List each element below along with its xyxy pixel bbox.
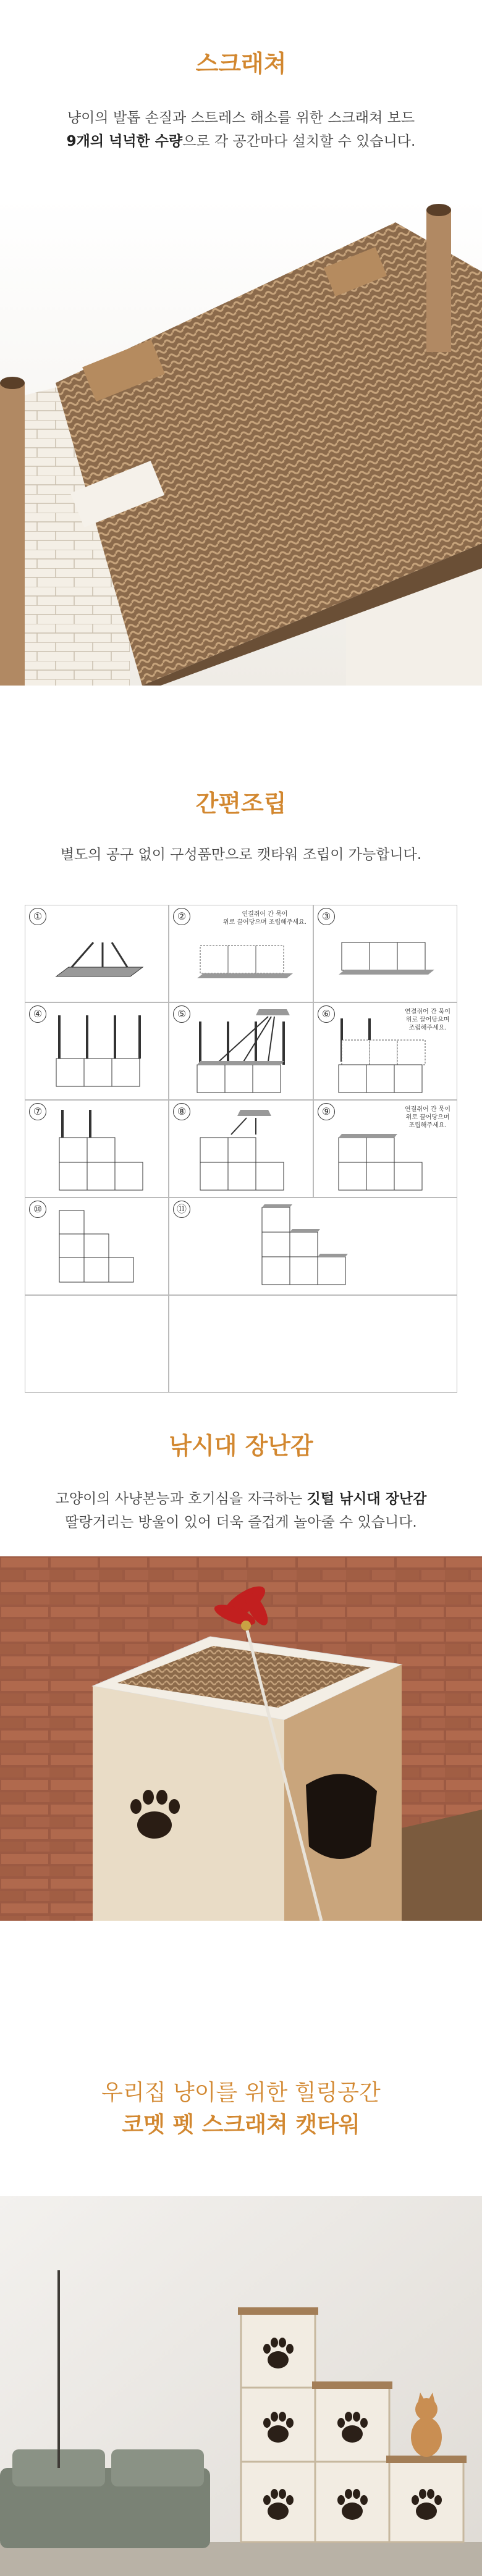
step-illustration [25,1101,169,1198]
grid-spacer [169,1295,457,1393]
desc-line-1-pre: 고양이의 사냥본능과 호기심을 자극하는 [55,1491,307,1507]
step-illustration [314,1003,458,1101]
closing-line-1: 우리집 냥이를 위한 힐링공간 [101,2080,381,2105]
step-illustration [169,1198,458,1296]
assembly-step [313,1100,457,1198]
step-note: 연결쥐어 간 묵이 위로 끌어당으며 조립해주세요. [405,1009,450,1031]
section-scratcher [0,0,482,686]
step-illustration [169,1003,314,1101]
assembly-step [169,1198,457,1295]
section-desc-assembly: 별도의 공구 없이 구성품만으로 캣타워 조립이 가능합니다. [60,847,422,863]
step-number: ⑦ [29,1103,46,1120]
assembly-steps-grid [25,905,457,1393]
assembly-step [25,1100,169,1198]
desc-line-1 [0,1487,482,1511]
grid-spacer [25,1295,169,1393]
assembly-step [313,905,457,1002]
section-desc-scratcher [0,106,482,153]
step-illustration [25,905,169,1003]
step-number: ⑨ [318,1103,335,1120]
assembly-step [25,905,169,1002]
desc-line-1: 냥이의 발톱 손질과 스트레스 해소를 위한 스크래쳐 보드 [67,110,415,126]
section-desc-toy [0,1487,482,1534]
closing-line-2: 코멧 펫 스크래쳐 캣타워 [122,2112,360,2138]
desc-line-2: 딸랑거리는 방울이 있어 더욱 즐겁게 놀아줄 수 있습니다. [65,1514,417,1530]
step-illustration [314,905,458,1003]
desc-line-2-rest: 으로 각 공간마다 설치할 수 있습니다. [182,133,416,149]
fishing-toy-photo [0,1556,482,1921]
section-title-toy: 낚시대 장난감 [169,1432,313,1459]
step-number: ③ [318,908,335,925]
assembly-step [25,1002,169,1100]
step-note: 연결쥐어 간 묵이 위로 끌어당으며 조립해주세요. [222,911,307,926]
desc-line-2-bold: 9개의 넉넉한 수량 [66,133,183,149]
step-number: ⑩ [29,1201,46,1218]
step-number: ① [29,908,46,925]
step-number: ⑪ [173,1201,190,1218]
assembly-step [25,1198,169,1295]
assembly-step [169,1002,313,1100]
section-closing [0,2075,482,2576]
step-illustration [25,1198,169,1296]
step-number: ④ [29,1005,46,1023]
step-illustration [169,905,314,1003]
step-number: ⑤ [173,1005,190,1023]
step-illustration [314,1101,458,1198]
cat-tower-photo [0,2196,482,2576]
step-number: ⑧ [173,1103,190,1120]
step-illustration [169,1101,314,1198]
scratcher-board-photo [0,198,482,686]
assembly-step [169,1100,313,1198]
step-illustration [25,1003,169,1101]
section-toy [0,1427,482,2075]
assembly-step [313,1002,457,1100]
section-assembly [0,686,482,1427]
desc-line-1-bold: 깃털 낚시대 장난감 [307,1491,427,1507]
step-note: 연결쥐어 간 묵이 위로 끌어당으며 조립해주세요. [405,1106,450,1129]
desc-line-2 [0,130,482,153]
assembly-step [169,905,313,1002]
section-title-scratcher: 스크래쳐 [195,50,287,77]
step-number: ② [173,908,190,925]
section-title-assembly: 간편조립 [195,790,287,817]
step-number: ⑥ [318,1005,335,1023]
